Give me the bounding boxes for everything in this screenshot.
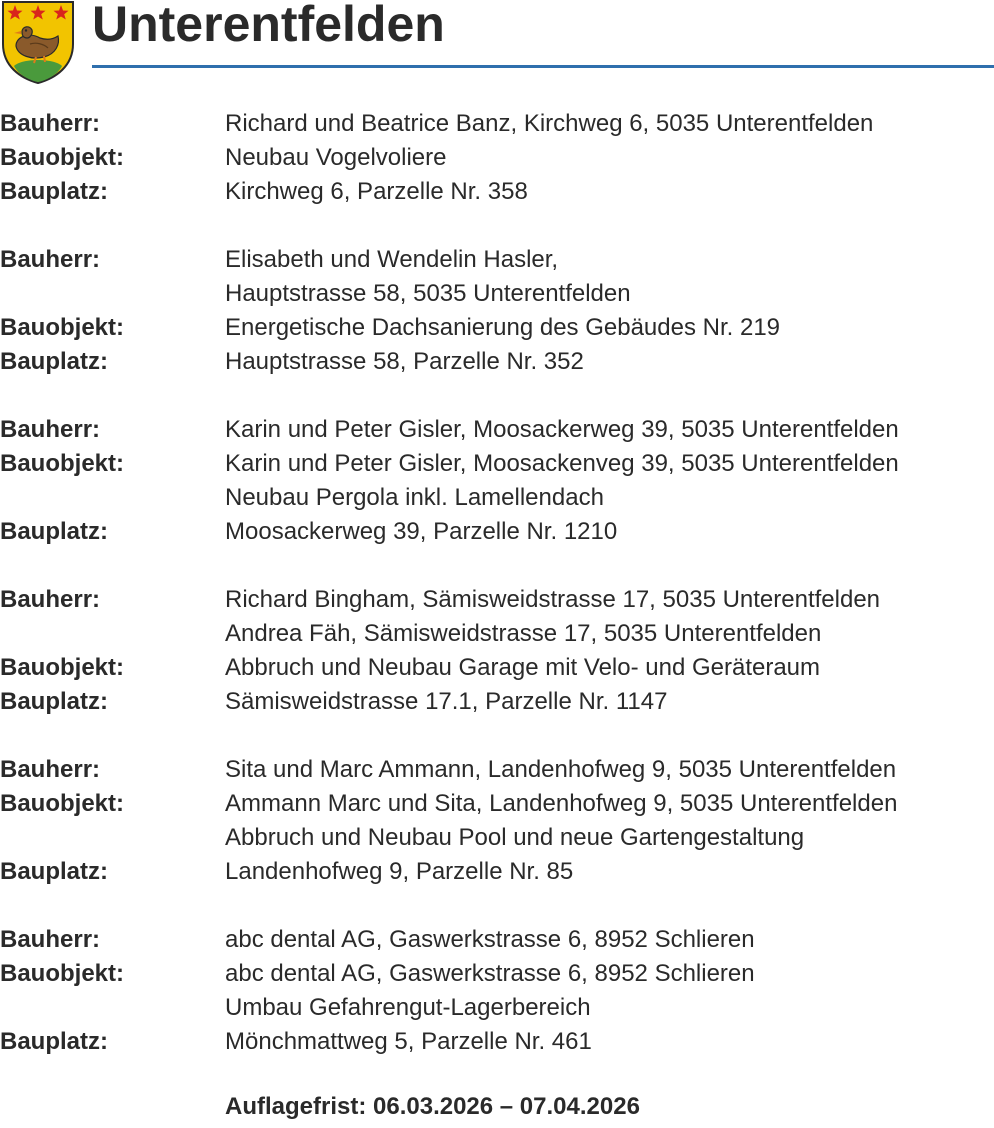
bauherr-line: abc dental AG, Gaswerkstrasse 6, 8952 Schlieren	[225, 926, 755, 953]
bauherr-value	[225, 107, 994, 141]
bauplatz-value	[225, 345, 994, 379]
bauobjekt-row	[0, 311, 994, 345]
bauplatz-value	[225, 515, 994, 549]
bauobjekt-row	[0, 447, 994, 515]
bauherr-label: Bauherr:	[0, 246, 101, 273]
bauplatz-line: Hauptstrasse 58, Parzelle Nr. 352	[225, 348, 584, 375]
bauherr-line: Richard Bingham, Sämisweidstrasse 17, 5035 Unterentfelden	[225, 586, 881, 613]
bauherr-row	[0, 923, 994, 957]
bauherr-label: Bauherr:	[0, 586, 101, 613]
bauobjekt-label: Bauobjekt:	[0, 450, 125, 477]
bauplatz-label: Bauplatz:	[0, 178, 108, 205]
bauobjekt-value	[225, 447, 994, 515]
bauplatz-line: Sämisweidstrasse 17.1, Parzelle Nr. 1147	[225, 688, 668, 715]
bauherr-row	[0, 243, 994, 311]
bauherr-value	[225, 413, 994, 447]
bauplatz-label: Bauplatz:	[0, 518, 108, 545]
bauplatz-row	[0, 855, 994, 889]
bauplatz-line: Moosackerweg 39, Parzelle Nr. 1210	[225, 518, 618, 545]
bauherr-value	[225, 583, 994, 651]
permit-entry	[0, 413, 994, 549]
bauherr-label: Bauherr:	[0, 756, 101, 783]
bauplatz-row	[0, 515, 994, 549]
bauherr-line: Richard und Beatrice Banz, Kirchweg 6, 5035 Unterentfelden	[225, 110, 874, 137]
bauherr-row	[0, 583, 994, 651]
bauobjekt-value	[225, 651, 994, 685]
bauplatz-label: Bauplatz:	[0, 688, 108, 715]
bauherr-value	[225, 923, 994, 957]
bauplatz-label: Bauplatz:	[0, 1028, 108, 1055]
title-divider	[92, 65, 994, 68]
bauobjekt-label: Bauobjekt:	[0, 144, 125, 171]
auflagefrist-deadline: Auflagefrist: 06.03.2026 – 07.04.2026	[225, 1093, 640, 1120]
bauobjekt-row	[0, 141, 994, 175]
bauherr-value	[225, 753, 994, 787]
bauplatz-value	[225, 685, 994, 719]
bauobjekt-row	[0, 787, 994, 855]
bauplatz-value	[225, 855, 994, 889]
page-header	[0, 0, 994, 84]
bauplatz-value	[225, 175, 994, 209]
bauplatz-label: Bauplatz:	[0, 858, 108, 885]
bauherr-line: Elisabeth und Wendelin Hasler,	[225, 246, 559, 273]
permit-entry	[0, 583, 994, 719]
bauobjekt-row	[0, 957, 994, 1025]
bauobjekt-label: Bauobjekt:	[0, 790, 125, 817]
permit-entry	[0, 923, 994, 1059]
building-permit-list	[0, 107, 994, 1093]
bauherr-row	[0, 413, 994, 447]
bauherr-line: Andrea Fäh, Sämisweidstrasse 17, 5035 Unterentfelden	[225, 620, 822, 647]
bauherr-line: Sita und Marc Ammann, Landenhofweg 9, 5035 Unterentfelden	[225, 756, 897, 783]
bauplatz-row	[0, 1025, 994, 1059]
bauobjekt-line: Abbruch und Neubau Garage mit Velo- und Geräteraum	[225, 654, 821, 681]
bauobjekt-line: Umbau Gefahrengut-Lagerbereich	[225, 994, 591, 1021]
bauobjekt-value	[225, 787, 994, 855]
bauplatz-line: Landenhofweg 9, Parzelle Nr. 85	[225, 858, 574, 885]
bauobjekt-line: Energetische Dachsanierung des Gebäudes Nr. 219	[225, 314, 781, 341]
bauobjekt-line: abc dental AG, Gaswerkstrasse 6, 8952 Schlieren	[225, 960, 755, 987]
bauherr-row	[0, 753, 994, 787]
bauobjekt-value	[225, 957, 994, 1025]
bauplatz-value	[225, 1025, 994, 1059]
bauobjekt-line: Karin und Peter Gisler, Moosackenveg 39, 5035 Unterentfelden	[225, 450, 899, 477]
bauherr-row	[0, 107, 994, 141]
bauherr-value	[225, 243, 994, 311]
bauherr-label: Bauherr:	[0, 416, 101, 443]
permit-entry	[0, 107, 994, 209]
bauobjekt-label: Bauobjekt:	[0, 654, 125, 681]
bauherr-label: Bauherr:	[0, 110, 101, 137]
bauobjekt-value	[225, 141, 994, 175]
bauobjekt-row	[0, 651, 994, 685]
bauplatz-line: Mönchmattweg 5, Parzelle Nr. 461	[225, 1028, 592, 1055]
bauobjekt-line: Ammann Marc und Sita, Landenhofweg 9, 5035 Unterentfelden	[225, 790, 898, 817]
bauobjekt-line: Neubau Pergola inkl. Lamellendach	[225, 484, 604, 511]
bauplatz-row	[0, 685, 994, 719]
bauplatz-line: Kirchweg 6, Parzelle Nr. 358	[225, 178, 528, 205]
bauplatz-label: Bauplatz:	[0, 348, 108, 375]
bauplatz-row	[0, 175, 994, 209]
coat-of-arms-duck-icon	[0, 0, 76, 84]
bauherr-label: Bauherr:	[0, 926, 101, 953]
permit-entry	[0, 243, 994, 379]
bauherr-line: Karin und Peter Gisler, Moosackerweg 39, 5035 Unterentfelden	[225, 416, 899, 443]
bauobjekt-line: Abbruch und Neubau Pool und neue Gartengestaltung	[225, 824, 805, 851]
bauobjekt-label: Bauobjekt:	[0, 960, 125, 987]
bauobjekt-label: Bauobjekt:	[0, 314, 125, 341]
bauobjekt-value	[225, 311, 994, 345]
bauobjekt-line: Neubau Vogelvoliere	[225, 144, 447, 171]
page-title: Unterentfelden	[92, 0, 445, 52]
permit-entry	[0, 753, 994, 889]
bauherr-line: Hauptstrasse 58, 5035 Unterentfelden	[225, 280, 631, 307]
bauplatz-row	[0, 345, 994, 379]
